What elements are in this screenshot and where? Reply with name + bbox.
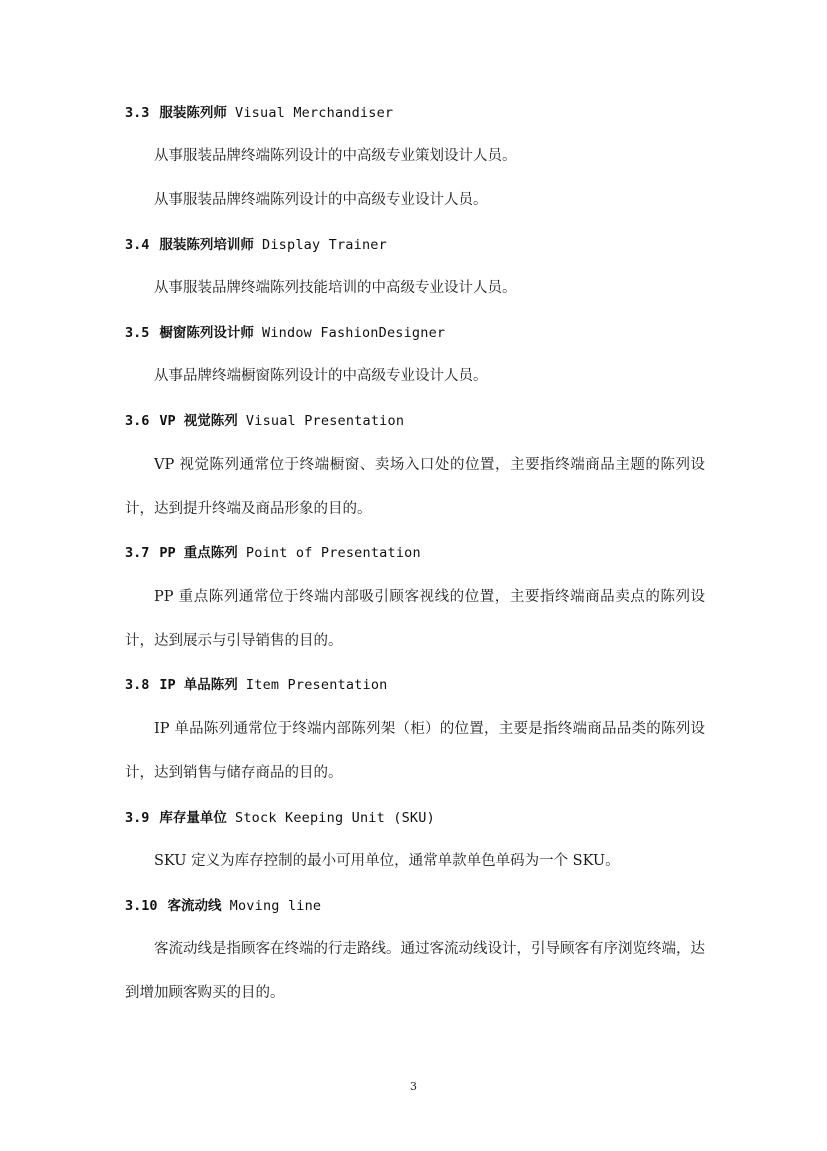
section-heading-3-4: [125, 235, 387, 255]
section-heading-3-6: [125, 411, 404, 431]
section-title-en: Visual Presentation: [245, 413, 405, 429]
paragraph: PP 重点陈列通常位于终端内部吸引顾客视线的位置，主要指终端商品卖点的陈列设计，达到展示与引导销售的目的。: [125, 589, 705, 649]
paragraph: 从事品牌终端橱窗陈列设计的中高级专业设计人员。: [154, 368, 488, 384]
section-title-en: Visual Merchandiser: [235, 105, 394, 121]
section-title-cn: 服装陈列培训师: [159, 237, 254, 253]
section-title-en: Window FashionDesigner: [262, 325, 446, 341]
section-heading-3-10: [125, 896, 321, 916]
section-number: 3.6: [125, 413, 150, 429]
section-heading-3-8: [125, 675, 388, 695]
paragraph: 从事服装品牌终端陈列设计的中高级专业设计人员。: [154, 192, 488, 208]
section-title-en: Item Presentation: [245, 677, 388, 693]
section-title-cn: PP 重点陈列: [159, 545, 238, 561]
section-title-en: Point of Presentation: [245, 545, 421, 561]
section-number: 3.4: [125, 237, 150, 253]
section-heading-3-9: [125, 808, 435, 828]
section-number: 3.5: [125, 325, 150, 341]
section-heading-3-3: [125, 103, 393, 123]
section-number: 3.3: [125, 105, 150, 121]
section-number: 3.8: [125, 677, 150, 693]
section-title-en: Moving line: [229, 898, 322, 914]
paragraph: VP 视觉陈列通常位于终端橱窗、卖场入口处的位置，主要指终端商品主题的陈列设计，达到提升终端及商品形象的目的。: [125, 457, 705, 517]
section-title-cn: 服装陈列师: [159, 105, 227, 121]
paragraph: 从事服装品牌终端陈列技能培训的中高级专业设计人员。: [154, 280, 517, 296]
page-number: 3: [410, 1080, 417, 1093]
section-title-cn: 库存量单位: [159, 810, 227, 826]
paragraph: 客流动线是指顾客在终端的行走路线。通过客流动线设计，引导顾客有序浏览终端，达到增加顾客购买的目的。: [125, 941, 705, 1001]
section-title-cn: 客流动线: [167, 898, 222, 914]
section-number: 3.7: [125, 545, 150, 561]
section-title-en: Stock Keeping Unit (SKU): [235, 810, 435, 826]
section-heading-3-7: [125, 543, 421, 563]
section-number: 3.10: [125, 898, 158, 914]
paragraph: IP 单品陈列通常位于终端内部陈列架（柜）的位置，主要是指终端商品品类的陈列设计，达到销售与储存商品的目的。: [125, 721, 705, 781]
paragraph: 从事服装品牌终端陈列设计的中高级专业策划设计人员。: [154, 148, 517, 164]
section-number: 3.9: [125, 810, 150, 826]
section-title-en: Display Trainer: [262, 237, 387, 253]
paragraph: SKU 定义为库存控制的最小可用单位，通常单款单色单码为一个 SKU。: [154, 853, 620, 869]
section-title-cn: 橱窗陈列设计师: [159, 325, 254, 341]
section-title-cn: VP 视觉陈列: [159, 413, 238, 429]
section-title-cn: IP 单品陈列: [159, 677, 238, 693]
section-heading-3-5: [125, 323, 445, 343]
